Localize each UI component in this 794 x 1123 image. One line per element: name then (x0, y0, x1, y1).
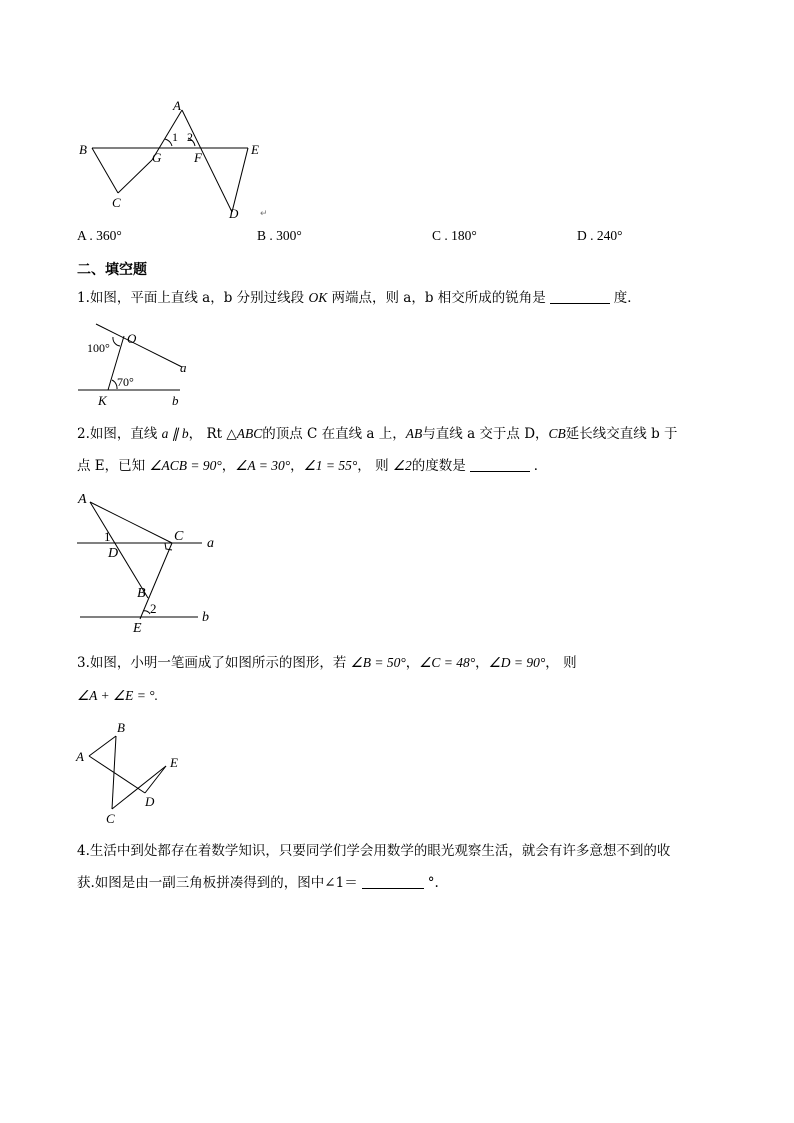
q2-l2-m4: ∠2 (392, 458, 412, 473)
q1-label-O: O (127, 331, 137, 346)
fig-top-label-G: G (152, 150, 162, 165)
option-d[interactable]: D . 240° (577, 228, 623, 243)
return-mark: ↵ (260, 208, 268, 218)
q1-angle-100: 100° (87, 341, 110, 355)
q1-label-a: a (180, 360, 187, 375)
q1-label-K: K (98, 393, 107, 408)
q2-l2-a: 点 E，已知 (77, 458, 150, 474)
q1-var: OK (308, 290, 328, 305)
q4-l2-b: °. (427, 875, 439, 891)
q2-l1-m1: a ∥ b (161, 426, 189, 441)
q2-l2-c: ， (290, 458, 304, 474)
q3-l1-c: ， (475, 655, 489, 671)
q2-label-E: E (133, 621, 142, 636)
q4-answer-blank[interactable] (362, 874, 424, 889)
q3-l1-a: 3.如图，小明一笔画成了如图所示的图形，若 (77, 655, 351, 671)
fig-top-label-D: D (229, 206, 239, 221)
q2-angle-2: 2 (150, 601, 157, 616)
q2-l1-m3: AB (405, 426, 423, 441)
section-title: 二、填空题 (77, 262, 147, 278)
q4-line2 (77, 873, 439, 893)
q2-l2-m2: ∠A = 30° (235, 458, 291, 473)
q2-l2-e: 的度数是 (411, 458, 466, 474)
q1-middle: 两端点，则 a，b 相交所成的锐角是 (327, 290, 546, 306)
q2-l1-d: 与直线 a 交于点 D， (422, 426, 549, 442)
q2-l1-c: 的顶点 C 在直线 a 上， (262, 426, 406, 442)
q3-label-A: A (76, 749, 84, 764)
q2-label-B: B (137, 586, 146, 601)
fig-top-label-A: A (173, 98, 181, 113)
q2-l2-b: ， (221, 458, 236, 474)
q3-label-B: B (117, 720, 125, 735)
q2-angle-1: 1 (104, 529, 111, 544)
q1-suffix: 度． (613, 290, 641, 306)
option-b[interactable]: B . 300° (257, 228, 302, 243)
q3-l1-m2: ∠C = 48° (419, 655, 476, 670)
option-c[interactable]: C . 180° (432, 228, 477, 243)
q2-label-D: D (108, 546, 119, 561)
q2-label-b: b (202, 610, 209, 625)
q2-l1-m4: CB (548, 426, 566, 441)
q2-l1-e: 延长线交直线 b 于 (565, 426, 678, 442)
fig-top-label-F: F (194, 150, 202, 165)
fig-top-angle-2: 2 (187, 130, 193, 144)
option-a[interactable]: A . 360° (77, 228, 122, 243)
q4-l2-a: 获.如图是由一副三角板拼凑得到的，图中∠1＝ (77, 875, 358, 891)
q2-label-A: A (78, 492, 87, 507)
fig-top-label-C: C (112, 195, 121, 210)
q3-l1-m1: ∠B = 50° (350, 655, 406, 670)
fig-top-label-B: B (79, 142, 87, 157)
q1-prefix: 1.如图，平面上直线 a，b 分别过线段 (77, 290, 309, 306)
q3-l2-m: ∠A + ∠E = °. (77, 688, 158, 703)
q3-label-C: C (106, 811, 115, 826)
q2-label-C: C (174, 529, 184, 544)
q2-l1-a: 2.如图，直线 (77, 426, 162, 442)
q2-l2-m3: ∠1 = 55° (303, 458, 358, 473)
q2-l1-m2: ABC (236, 426, 263, 441)
q2-l2-m1: ∠ACB = 90° (149, 458, 222, 473)
q3-l1-m3: ∠D = 90° (488, 655, 546, 670)
fig-top-label-E: E (251, 142, 259, 157)
q2-l1-b: ， Rt △ (188, 426, 237, 442)
q3-l1-d: ， 则 (545, 655, 577, 671)
q2-l2-d: ， 则 (357, 458, 393, 474)
q3-l1-b: ， (405, 655, 420, 671)
q3-label-E: E (170, 755, 178, 770)
q4-line1: 4.生活中到处都存在着数学知识，只要同学们学会用数学的眼光观察生活，就会有许多意想不到的收 (77, 843, 671, 859)
fig-top-angle-1: 1 (172, 130, 178, 144)
q1-label-b: b (172, 393, 179, 408)
q2-label-a: a (207, 536, 214, 551)
q3-label-D: D (145, 794, 155, 809)
q1-angle-70: 70° (117, 375, 134, 389)
q2-l2-f: ． (533, 458, 548, 474)
